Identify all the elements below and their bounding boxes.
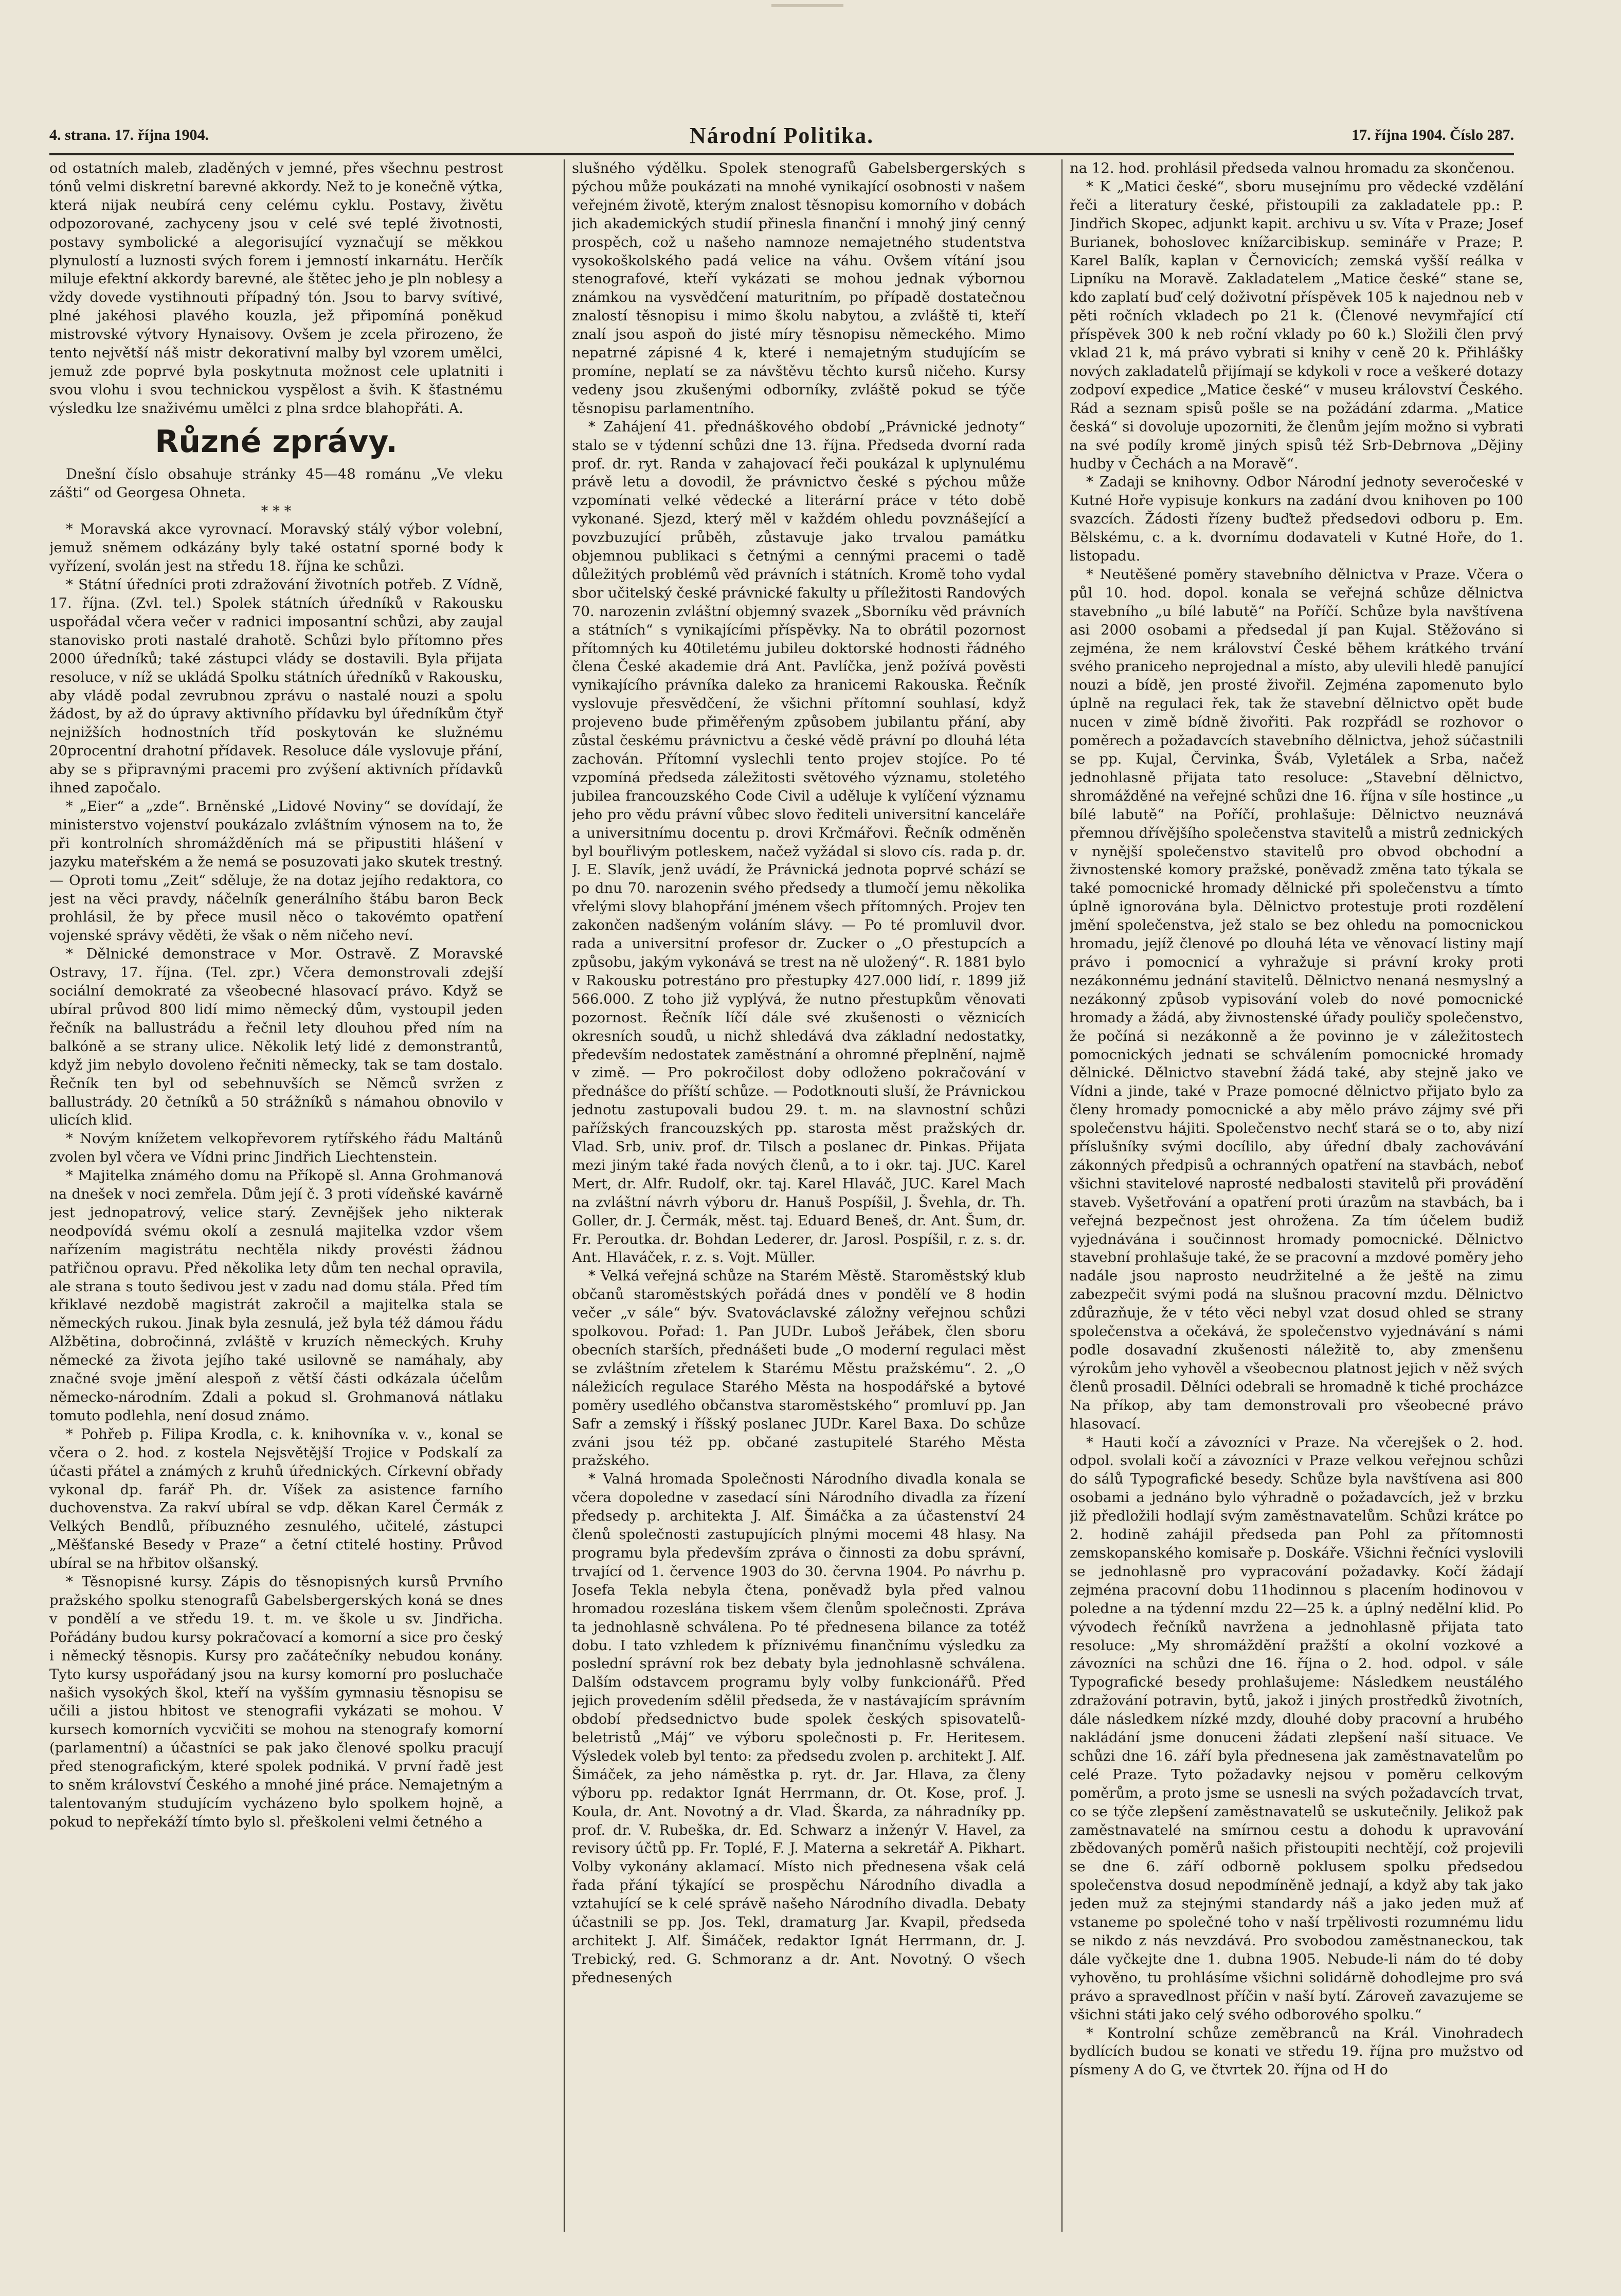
column-divider: [564, 159, 565, 2232]
header-date-issue: 17. října 1904. Číslo 287.: [1352, 126, 1514, 143]
page-header: [49, 122, 1514, 153]
column-divider: [1061, 159, 1062, 2232]
article-paragraph: Dnešní číslo obsahuje stránky 45—48 románu „Ve vleku zášti“ od Georgesa Ohneta.: [49, 465, 503, 501]
news-item: * K „Matici české“, sboru musejnímu pro vědecké vzdělání řeči a literatury české, přistoupili za zakladatele pp.: P. Jindřich Skopec, adjunkt kapit. archivu u sv. Víta v Praze; Josef Burianek, bohoslovec knížarcibiskup. semináře v Praze; P. Karel Balík, kaplan v Černovicích; zemská vyšší reálka v Lipníku na Moravě. Zakladatelem „Matice české“ stane se, kdo zaplatí buď celý doživotní příspěvek 105 k najednou neb v pěti ročních vkladech po 21 k. (Členové nevymřající ctí příspěvek 300 k neb roční vklady po 60 k.) Složili člen prvý vklad 21 k, má právo vybrati si knihy v ceně 20 k. Přihlášky nových zakladatelů přijímají se kdykoli v roce a veškeré dotazy zodpoví expedice „Matice české“ v museu království Českého. Rád a seznam spisů pošle se na požádání zdarma. „Matice česká“ si dovoluje upozorniti, že členům jejím možno si vybrati na své podíly kromě jiných spisů též Srb-Debrnova „Dějiny hudby v Čechách a na Moravě“.: [1070, 178, 1523, 472]
news-item: * Státní úředníci proti zdražování životních potřeb. Z Vídně, 17. října. (Zvl. tel.) Spolek státních úředníků v Rakousku uspořádal včera večer v radnici imposantní schůzi, aby zaujal stanovisko proti nastalé drahotě. Schůzi bylo přítomno přes 2000 úředníků; také zástupci vlády se dostavili. Byla přijata resoluce, v níž se ukládá Spolku státních úředníků v Rakousku, aby vládě podal zevrubnou zprávu o nastalé nouzi a spolu žádost, by až do úpravy aktivního přídavku byl úředníkům čtyř nejnižších hodnostních tříd poskytován ke služnému 20procentní drahotní přídavek. Resoluce dále vyslovuje přání, aby se s připravnými pracemi pro zvýšení aktivních přídavků ihned započalo.: [49, 576, 503, 797]
header-page-date: 4. strana. 17. října 1904.: [49, 126, 209, 143]
news-item: * Zadaji se knihovny. Odbor Národní jednoty severočeské v Kutné Hoře vypisuje konkurs na zadání dvou knihoven po 100 svazcích. Žádosti řízeny buďtež předsedovi odboru p. Em. Bělskému, c. a k. dvornímu dodavateli v Kutné Hoře, do 1. listopadu.: [1070, 474, 1523, 565]
masthead-title: Národní Politika.: [689, 123, 874, 148]
news-item: * Majitelka známého domu na Příkopě sl. Anna Grohmanová na dnešek v noci zemřela. Dům její č. 3 proti vídeňské kavárně jest jednopatrový, velice starý. Zevnějšek jeho nikterak neodpovídá svému okolí a zesnulá majitelka vzdor všem nařízením magistrátu nechtěla nikdy provésti žádnou patřičnou opravu. Před několika lety dům ten nechal opravila, ale strana s touto šedivou jest v zadu nad domu stála. Před tím křiklavé nezdobě magistrát zakročil a majitelka stala se německých rukou. Jinak byla zesnulá, jež byla též dámou řádu Alžbětina, dobročinná, zvláště v kruzích německých. Kruhy německé za života jejího také usilovně se namáhaly, aby značné svoje jmění alespoň z větší části odkázala účelům německo-národním. Zdali a pokud sl. Grohmanová nátlaku tomuto podlehla, není dosud známo.: [49, 1167, 503, 1424]
news-item: * Těsnopisné kursy. Zápis do těsnopisných kursů Prvního pražského spolku stenografů Gabelsbergerských koná se dnes v pondělí a ve středu 19. t. m. ve škole u sv. Jindřicha. Pořádány budou kursy pokračovací a komorní a sice pro český i německý těsnopis. Kursy pro začátečníky nebudou konány. Tyto kursy uspořádaný jsou na kursy komorní pro posluchače našich vysokých škol, kteří na vyšším gymnasiu těsnopisu se učili a jistou hbitost ve stenografii vykázati se mohou. V kursech komorních vycvičiti se mohou na stenografy komorní (parlamentní) a účastníci se pak jako členové spolku pracují před stenografickým, které spolek podniká. V první řadě jest to sněm království Českého a mnohé jiné práce. Nemajetným a talentovaným studujícím vycházeno bylo spolkem hojně, a pokud to nepřekáží tímto bylo sl. přeškoleni velmi četného a: [49, 1574, 503, 1830]
news-item: * Pohřeb p. Filipa Krodla, c. k. knihovníka v. v., konal se včera o 2. hod. z kostela Nejsvětější Trojice v Podskalí za účasti přátel a známých z kruhů úřednických. Církevní obřady vykonal dp. farář Ph. dr. Víšek za asistence farního duchovenstva. Za rakví ubíral se vdp. děkan Karel Čermák z Velkých Bendlů, příbuzného zesnulého, učitelé, zástupci „Měšťanské Besedy v Praze“ a četní ctitelé hostiny. Průvod ubíral se na hřbitov olšanský.: [49, 1425, 503, 1572]
news-item: * Kontrolní schůze zeměbranců na Král. Vinohradech bydlících budou se konati ve středu 19. října pro mužstvo od písmeny A do G, ve čtvrtek 20. října od H do: [1070, 2024, 1523, 2078]
news-item: * Neutěšené poměry stavebního dělnictva v Praze. Včera o půl 10. hod. dopol. konala se veřejná schůze dělnictva stavebního „u bílé labutě“ na Poříčí. Schůze byla navštívena asi 2000 osobami a předsedal jí pan Kujal. Stěžováno si zejména, že nem království České během krátkého trvání svého praniceho neprojednal a místo, aby ulevili hledě panující nouzi a bídě, jen prosté živořil. Zejména zapomenuto bylo úplně na regulaci řek, tak že stavební dělnictvo opět bude nucen v zimě bídně živořiti. Pak rozpřádl se rozhovor o poměrech a požadavcích stavebního dělnictva, jehož súčastnili se pp. Kujal, Červinka, Šváb, Vyletálek a Srba, načež jednohlasně přijata tato resoluce: „Stavební dělnictvo, shromážděné na veřejné schůzi dne 16. října v síle hostince „u bílé labutě“ na Poříčí, prohlašuje: Dělnictvo neuznává přemnou dřívějšího společenstva stavitelů a mistrů zednických v nynější společenstvo stavitelů pro obvod obchodní a živnostenské komory pražské, poněvadž změna tato týkala se také pomocnické hromady dělnické při společenstvu a tímto úplně ignorována byla. Dělnictvo protestuje proti rozdělení jmění společenstva, jež stalo se bez ohledu na pomocnickou hromadu, jejíž členové po dlouhá léta ve věnovací listiny mají právo i pomocnicí a vyhražuje si právní kroky proti nezákonnému jednání stavitelů. Dělnictvo nenaná nesmyslný a nezákonný způsob vypisování voleb do nové pomocnické hromady a žádá, aby živnostenské úřady pouličy společenstvo, že počíná si nezákonně a že povinno je v záležitostech pomocnických jednati se schválením pomocnické hromady dělnické. Dělnictvo stavební žádá také, aby stejně jako ve Vídni a jinde, také v Praze pomocné dělnictvo přijato bylo za členy hromady pomocnické a aby mělo právo zájmy své při společenstvu hájiti. Společenstvo nechť stará se o to, aby nizí příslušníky svými docílilo, aby úřední dbaly zachovávání zákonných předpisů a ochranných opatření na stavbách, neboť všichni stavitelové naprosté nedbalosti stavitelů při provádění staveb. Vyšetřování a opatření proti úrazům na stavbách, ba i veřejná bezpečnost jest ohrožena. Za tím účelem budiž vyjednávána i součinnost hromady pomocnické. Dělnictvo stavební prohlašuje také, že se pracovní a mzdové poměry jeho nadále jsou naprosto neudržitelné a že ještě na zimu zabezpečit svými podá na slušnou pracovní mzdu. Dělnictvo zdůrazňuje, že v této věci nebyl vzat dosud ohled se strany společenstva a očekává, že společenstvo vyjednávání s námi podle dosavadní zkušenosti náležitě to, aby zmenšenu výrokům jeho vyhověl a všeobecnou platnost jejich v něž svých členů prosadil. Dělníci odebrali se hromadně k tiché procházce Na příkop, aby tam demonstrovali pro všeobecné právo hlasovací.: [1070, 566, 1523, 1432]
article-paragraph: slušného výdělku. Spolek stenografů Gabelsbergerských s pýchou může poukázati na mnohé vynikající osobnosti v našem veřejném životě, kterým znalost těsnopisu komorního v dobách jich akademických studií přinesla finanční i mnohý jiný cenný prospěch, což u našeho namnoze nemajetného studentstva vysokoškolského padá velice na váhu. Ovšem vítání jsou stenografové, kteří vykázati se mohou jednak výbornou známkou na vysvědčení maturitním, po případě dostatečnou znalostí těsnopisu i mimo školu nabytou, a zvláště ti, kteří znalí jsou aspoň do jisté míry těsnopisu německého. Mimo nepatrné zápisné 4 k, které i nemajetným studujícím se promíne, neplatí se za návštěvu těchto kursů ničeho. Kursy vedeny jsou zkušenými odborníky, zvláště pokud se týče těsnopisu parlamentního.: [572, 160, 1025, 417]
news-item: * Moravská akce vyrovnací. Moravský stálý výbor volební, jemuž sněmem odkázány byly také ostatní sporné body k vyřízení, svolán jest na středu 18. října ke schůzi.: [49, 521, 503, 575]
column-1: [49, 159, 503, 2227]
news-item: * Velká veřejná schůze na Starém Městě. Staroměstský klub občanů staroměstských pořádá dnes v pondělí ve 8 hodin večer „v sále“ býv. Svatováclavské záložny veřejnou schůzi spolkovou. Pořad: 1. Pan JUDr. Luboš Jeřábek, člen sboru obecních starších, přednášeti bude „O moderní regulaci měst se zvláštním zřetelem k Starému Městu pražskému“. 2. „O náležicích regulace Starého Města na hospodářské a bytové poměry usedlého občanstva staroměstského“ promluví pp. Jan Safr a zemský i říšský poslanec JUDr. Karel Baxa. Do schůze zváni jsou též pp. občané zastupitelé Starého Města pražského.: [572, 1268, 1025, 1469]
article-paragraph: na 12. hod. prohlásil předseda valnou hromadu za skončenou.: [1070, 160, 1515, 176]
header-rule: [49, 153, 1514, 155]
news-item: * Hauti kočí a závozníci v Praze. Na včerejšek o 2. hod. odpol. svolali kočí a závozníci v Praze velkou veřejnou schůzi do sálů Typografické besedy. Schůze byla navštívena asi 800 osobami a jednáno bylo výhradně o požadavcích, jež v brzku již předložili hodlají svým zaměstnavatelům. Schůzi krátce po 2. hodině zahájil předseda pan Pohl za přítomnosti zemskopanského komisaře p. Doskáře. Všichni řečníci vyslovili se jednohlasně pro vypracování požadavky. Kočí žádají zejména pracovní dobu 11hodinnou s placením hodinovou v poledne a na týdenní mzdu 22—25 k. a úplný nedělní klid. Po vývodech řečníků navržena a jednohlasně přijata tato resoluce: „My shromáždění pražští a okolní vozkové a závozníci na schůzi dne 16. října o 2. hod. odpol. v sále Typografické besedy prohlašujeme: Následkem neustálého zdražování potravin, bytů, jakož i jiných prostředků životních, dále následkem nízké mzdy, dlouhé doby pracovní a hrubého nakládání jsme donuceni žádati zlepšení naší situace. Ve schůzi dne 16. září byla přednesena jak zaměstnavatelům po celé Praze. Tyto požadavky nejsou v poměru celkovým poměrům, a proto jsme se usnesli na svých požadavcích trvat, co se týče zlepšení zaměstnavatelů se uskutečnily. Jelikož pak zaměstnavatelé na smírnou cestu a dohodu k upravování zbědovaných poměrů našich přistoupiti nechtějí, což projevili se dne 6. září odborně poklusem spolku předsedou společenstva dosud nepodmíněně jednají, a když aby tak jako jeden muž za stejnými standardy náš a jako jeden muž ať vstaneme po společné toho v naší trpělivosti rozumnému lidu se nikdo z nás nevzdává. Pro svobodou zaměstnaneckou, tak dále vyčkejte dne 1. dubna 1905. Nebude-li nám do té doby vyhověno, tu prohlásíme všichni solidárně dohodlejme pro svá právo a spravedlnost příčin v naší bytí. Zároveň zavazujeme se všichni státi jako celý svého odborového spolku.“: [1070, 1434, 1523, 2023]
article-paragraph: od ostatních maleb, zladěných v jemné, přes všechnu pestrost tónů velmi diskretní barevné akkordy. Než to je konečně výtka, která nijak neubírá ceny celému cyklu. Postavy, živětu odpozorované, zachyceny jsou v celé své teplé životnosti, postavy symbolické a alegorisující vyznačují se měkkou plynulostí a luznosti svých forem i jemností inkarnátu. Herčík miluje efektní akkordy barevné, ale štětec jeho je pln noblesy a vždy dovede vystihnouti případný tón. Jsou to barvy svítivé, plné jakéhosi plavého kouzla, jež připomíná poněkud mistrovské výtvory Hynaisovy. Ovšem je zcela přirozeno, že tento největší náš mistr dekorativní malby byl vzorem umělci, jemuž zde poprvé byla poskytnuta možnost cele uplatniti i svou vlohu i svou technickou vyspělost a švih. K šťastnému výsledku lze snaživému umělci z plna srdce blahopřáti. A.: [49, 160, 503, 417]
news-item: * „Eier“ a „zde“. Brněnské „Lidové Noviny“ se dovídají, že ministerstvo vojenství poukázalo zvláštním výnosem na to, že při kontrolních shromážděních má se připustiti hlášení v jazyku mateřském a že nemá se posuzovati jako skutek trestný. — Oproti tomu „Zeit“ sděluje, že na dotaz jejího redaktora, co jest na věci pravdy, náčelník generálního štábu baron Beck prohlásil, že by přece musil něco o takovémto opatření vojenské správy věděti, že však o něm ničeho neví.: [49, 798, 503, 944]
column-2: [572, 159, 1025, 2227]
library-stamp: [771, 4, 843, 7]
news-item: * Zahájení 41. přednáškového období „Právnické jednoty“ stalo se v týdenní schůzi dne 13. října. Předseda dvorní rada prof. dr. ryt. Randa v zahajovací řeči poukázal k uplynulému právě letu a dovodil, že právnictvo české s pýchou může vzpomínati velké vědecké a literární práce v této době vykonané. Sjezd, který měl v každém ohledu povznášející a povzbuzující průběh, zůstavuje jako trvalou památku objemnou publikaci s četnými a cennými pracemi o tadě důležitých problémů věd právních i státních. Kromě toho vydal sbor učitelský české právnické fakulty u příležitosti Randových 70. narozenin zvláštní objemný svazek „Sborníku věd právních a státních“ s vynikajícími příspěvky. Na to obrátil pozornost přítomných ku 40tiletému jubileu doktorské hodnosti řádného člena České akademie drá Ant. Pavlíčka, jenž požívá pověsti vynikajícího právníka daleko za hranicemi Rakouska. Řečník vyslovuje přesvědčení, že všichni přítomní souhlasí, když projeveno bude přiměřeným způsobem jubilantu přání, aby zůstal českému právnictvu a české vědě právní po dlouhá léta zachován. Přítomní vyslechli tento projev stojíce. Po té vzpomíná předseda záležitosti světového významu, stoletého jubilea francouzského Code Civil a uděluje k vylíčení významu jeho pro vědu právní vůbec slovo řediteli universitní kanceláře a universitnímu docentu p. drovi Krčmářovi. Řečník odměněn byl bouřlivým potleskem, načež vyžádal si slovo cís. rada p. dr. J. E. Slavík, jenž uvádí, že Právnická jednota poprvé schází se po dnu 70. narozenin svého předsedy a tlumočí jemu několika vřelými slovy blahopřání jménem všech přítomných. Projev ten zakončen nadšeným voláním slávy. — Po té promluvil dvor. rada a universitní profesor dr. Zucker o „O přestupcích a způsobu, jakým vykonává se trest na ně uložený“. R. 1881 bylo v Rakousku potrestáno pro přestupky 427.000 lidí, r. 1899 již 566.000. Z toho již vyplývá, že nutno přestupkům věnovati pozornost. Řečník líčí dále své zkušenosti o věznicích okresních soudů, u nichž shledává dva základní nedostatky, především nedostatek zaměstnání a ohromné přeplnění, najmě v zimě. — Pro pokročilost doby odloženo pokračování v přednášce do příští schůze. — Podotknouti sluší, že Právnickou jednotu zastupovali budou 29. t. m. na slavnostní schůzi pařížských francouzských pp. starosta měst pražských dr. Vlad. Srb, univ. prof. dr. Tilsch a poslanec dr. Pinkas. Přijata mezi jiným také řada nových členů, a to i okr. taj. JUC. Karel Mert, dr. Alfr. Rudolf, okr. taj. Karel Hlaváč, JUC. Karel Mach na zvláštní návrh výboru dr. Hanuš Pospíšil, J. Švehla, dr. Th. Goller, dr. J. Čermák, měst. taj. Eduard Beneš, dr. Ant. Šum, dr. Fr. Peroutka. dr. Bohdan Lederer, dr. Jarosl. Pospíšil, r. z. s. dr. Ant. Hlaváček, r. z. s. Vojt. Müller.: [572, 418, 1025, 1266]
news-item: * Valná hromada Společnosti Národního divadla konala se včera dopoledne v zasedací síni Národního divadla za řízení předsedy p. architekta J. Alf. Šimáčka a za účastenství 24 členů společnosti zastupujících plnými mocemi 48 hlasy. Na programu byla především zpráva o činnosti za dobu správní, trvající od 1. července 1903 do 30. června 1904. Po návrhu p. Josefa Tekla nebyla čtena, poněvadž byla před valnou hromadou rozeslána tiskem všem členům společnosti. Zpráva ta jednohlasně schválena. Po té přednesena bilance za totéž dobu. I tato vzhledem k příznivému finančnímu výsledku za poslední správní rok bez debaty byla jednohlasně schválena. Dalším odstavcem programu byly volby funkcionářů. Před jejich provedením sdělil předseda, že v nastávajícím správním období předsednictvo bude spolek českých spisovatelů-beletristů „Máj“ ve výboru společnosti p. Fr. Heritesem. Výsledek voleb byl tento: za předsedu zvolen p. architekt J. Alf. Šimáček, za jeho náměstka p. ryt. dr. Jar. Hlava, za členy výboru pp. redaktor Ignát Herrmann, dr. Ot. Kose, prof. J. Koula, dr. Ant. Novotný a dr. Vlad. Škarda, za náhradníky pp. prof. dr. V. Rubeška, dr. Ed. Schwarz a inženýr V. Havel, za revisory účtů pp. Fr. Toplé, F. J. Materna a sekretář A. Pikhart. Volby vykonány aklamací. Místo nich přednesena však celá řada přání týkající se prospěchu Národního divadla a vztahující se k celé správě našeho Národního divadla. Debaty účastnili se pp. Jos. Tekl, dramaturg Jar. Kvapil, předseda architekt J. Alf. Šimáček, redaktor Ignát Herrmann, dr. J. Trebický, red. G. Schmoranz a dr. Ant. Novotný. O všech přednesených: [572, 1471, 1025, 1986]
news-item: * Novým knížetem velkopřevorem rytířského řádu Maltánů zvolen byl včera ve Vídni princ Jindřich Liechtenstein.: [49, 1130, 503, 1166]
ornament-asterisks: * * *: [261, 502, 292, 519]
news-item: * Dělnické demonstrace v Mor. Ostravě. Z Moravské Ostravy, 17. října. (Tel. zpr.) Včera demonstrovali zdejší sociální demokraté za všeobecné hlasovací právo. Když se ubíral průvod 800 lidí mimo německý dům, vystoupil jeden řečník na ballustrádu a řečnil lety dlouhou před ním na balkóně a se strany ulice. Několik letý lidé z demonstrantů, když jim nebylo dovoleno řečniti německy, tak se tam dostalo. Řečník ten byl od sebehnuvších se Němců svržen z ballustrády. 20 četníků a 50 strážníků s námahou obnovilo v ulicích klid.: [49, 946, 503, 1129]
section-heading: Různé zprávy.: [155, 423, 398, 460]
column-3: [1070, 159, 1523, 2227]
